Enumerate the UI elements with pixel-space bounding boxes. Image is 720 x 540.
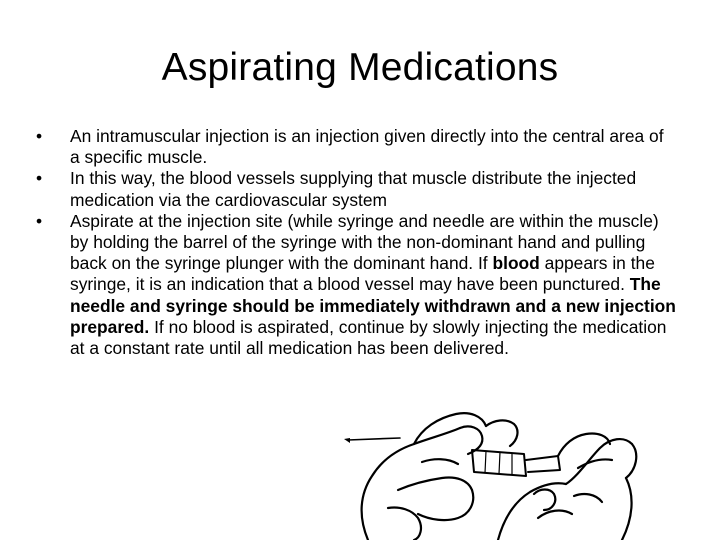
- bullet-text-segment: An intramuscular injection is an injection given directly into the central area of a specific muscle.: [70, 126, 664, 168]
- bullet-list: [36, 126, 676, 359]
- bullet-text-segment: In this way, the blood vessels supplying that muscle distribute the injected medication via the cardiovascular system: [70, 168, 637, 210]
- slide-title: Aspirating Medications: [161, 46, 559, 89]
- bullet-item: [36, 168, 676, 210]
- bullet-text-segment: If no blood is aspirated, continue by slowly injecting the medication at a constant rate until all medication has been delivered.: [70, 316, 667, 359]
- bullet-item: [36, 211, 676, 359]
- bullet-text-segment: appears in the syringe, it is an indication that a blood vessel may have been punctured.: [70, 253, 655, 295]
- bullet-marker: •: [36, 210, 43, 231]
- bullet-marker: •: [36, 168, 43, 189]
- bullet-text-segment: Aspirate at the injection site (while syringe and needle are within the muscle) by holding the barrel of the syringe with the non-dominant hand and pulling back on the syringe plunger with the dominant hand. If: [70, 210, 659, 274]
- bullet-bold-text: blood: [492, 253, 540, 274]
- bullet-text: [70, 126, 664, 167]
- hands-holding-syringe-icon: [338, 398, 658, 540]
- bullet-text: [70, 211, 676, 358]
- bullet-bold-text: The needle and syringe should be immediately withdrawn and a new injection prepared.: [70, 274, 676, 337]
- bullet-marker: •: [36, 126, 43, 146]
- bullet-item: [36, 126, 676, 168]
- bullet-text: [70, 168, 636, 209]
